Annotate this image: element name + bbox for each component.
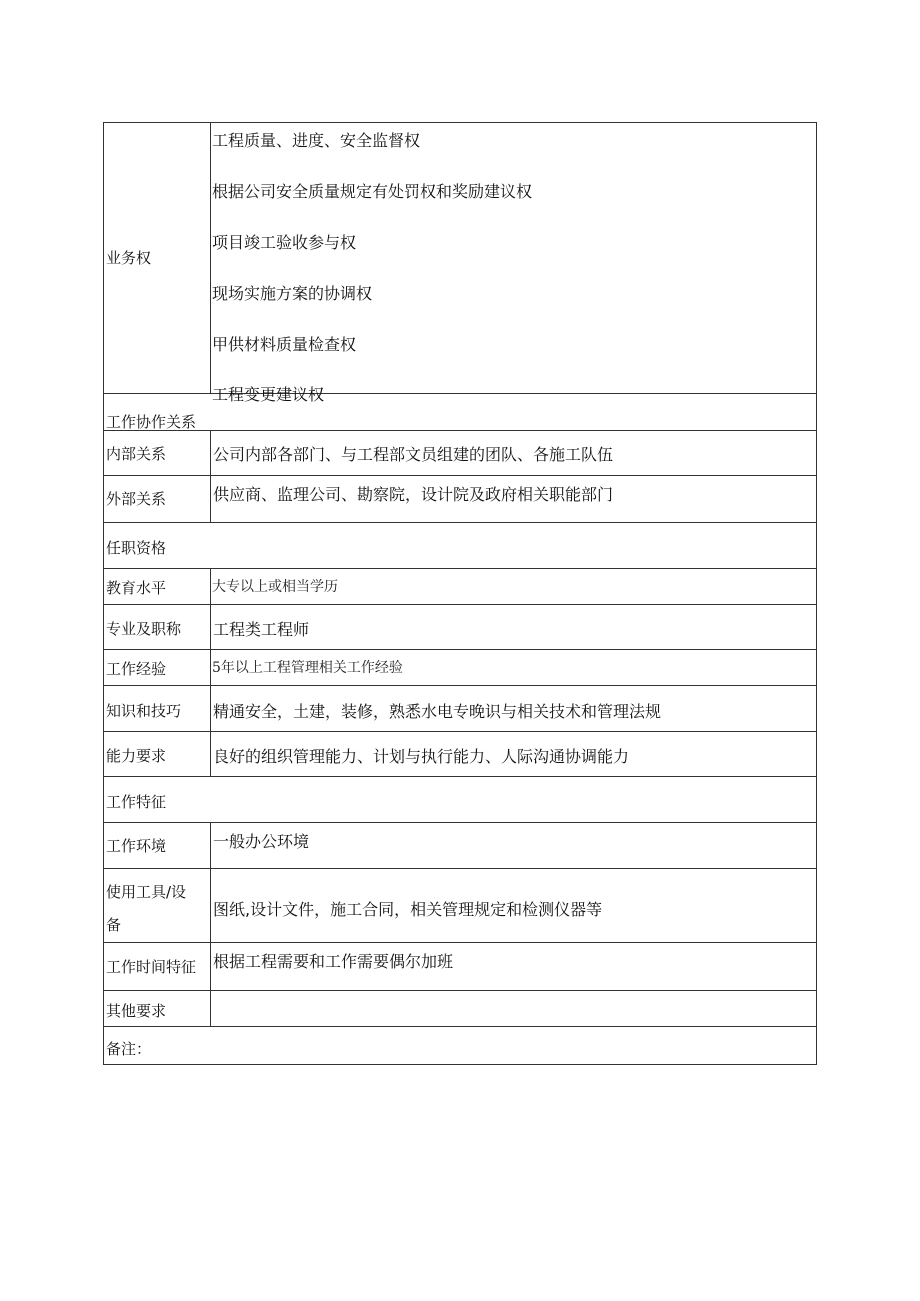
environment-label-cell	[104, 823, 211, 869]
qualifications-header-row	[104, 523, 817, 569]
rights-item: 工程变更建议权	[212, 385, 325, 404]
tools-value: 图纸,设计文件，施工合同，相关管理规定和检测仪器等	[213, 900, 603, 919]
ability-row	[104, 732, 817, 777]
work-relations-header-cell	[104, 394, 817, 431]
business-rights-label-cell	[104, 123, 211, 394]
experience-value: 5年以上工程管理相关工作经验	[212, 660, 403, 676]
work-relations-header: 工作协作关系	[106, 413, 197, 431]
experience-value-cell	[211, 650, 817, 686]
experience-row	[104, 650, 817, 686]
internal-relations-row	[104, 431, 817, 476]
internal-relations-label: 内部关系	[106, 445, 167, 463]
remarks-label: 备注：	[106, 1040, 152, 1058]
knowledge-label-cell	[104, 686, 211, 732]
external-relations-label-cell	[104, 476, 211, 523]
tools-label-cell	[104, 869, 211, 943]
other-requirements-label-cell	[104, 991, 211, 1027]
rights-item: 甲供材料质量检查权	[212, 335, 357, 354]
knowledge-row	[104, 686, 817, 732]
work-time-value: 根据工程需要和工作需要偶尔加班	[213, 952, 454, 971]
education-value-cell	[211, 569, 817, 605]
environment-value-cell	[211, 823, 817, 869]
ability-label-cell	[104, 732, 211, 777]
rights-item: 项目竣工验收参与权	[212, 233, 357, 252]
business-rights-label: 业务权	[106, 249, 152, 267]
ability-value-cell	[211, 732, 817, 777]
other-requirements-row	[104, 991, 817, 1027]
rights-item: 根据公司安全质量规定有处罚权和奖励建议权	[212, 182, 533, 201]
education-label-cell	[104, 569, 211, 605]
internal-relations-value: 公司内部各部门、与工程部文员组建的团队、各施工队伍	[213, 445, 614, 464]
work-time-label-cell	[104, 943, 211, 991]
major-title-label: 专业及职称	[106, 620, 182, 638]
tools-label-line2: 备	[106, 916, 122, 934]
tools-label-line1: 使用工具/设	[106, 883, 187, 901]
business-rights-value-cell	[211, 123, 817, 404]
external-relations-row	[104, 476, 817, 523]
knowledge-value: 精通安全，土建，装修，熟悉水电专晚识与相关技术和管理法规	[213, 702, 662, 721]
work-relations-header-row	[104, 394, 817, 431]
job-description-table	[103, 122, 817, 1065]
knowledge-value-cell	[211, 686, 817, 732]
environment-label: 工作环境	[106, 837, 167, 855]
ability-label: 能力要求	[106, 747, 167, 765]
education-label: 教育水平	[106, 579, 167, 597]
internal-relations-label-cell	[104, 431, 211, 476]
environment-row	[104, 823, 817, 869]
rights-item: 工程质量、进度、安全监督权	[212, 131, 421, 150]
work-time-row	[104, 943, 817, 991]
rights-item: 现场实施方案的协调权	[212, 284, 373, 303]
experience-label-cell	[104, 650, 211, 686]
education-value: 大专以上或相当学历	[212, 579, 338, 595]
major-title-value: 工程类工程师	[213, 620, 310, 639]
ability-value: 良好的组织管理能力、计划与执行能力、人际沟通协调能力	[213, 747, 630, 766]
environment-value: 一般办公环境	[213, 832, 310, 851]
other-requirements-label: 其他要求	[106, 1002, 167, 1020]
work-time-label: 工作时间特征	[106, 958, 197, 976]
internal-relations-value-cell	[211, 431, 817, 476]
experience-label: 工作经验	[106, 660, 167, 678]
external-relations-value: 供应商、监理公司、勘察院，设计院及政府相关职能部门	[213, 485, 614, 504]
other-requirements-value-cell	[211, 991, 817, 1027]
knowledge-label: 知识和技巧	[106, 702, 182, 720]
major-title-label-cell	[104, 605, 211, 650]
work-features-header: 工作特征	[106, 793, 167, 811]
external-relations-label: 外部关系	[106, 490, 167, 508]
education-row	[104, 569, 817, 605]
qualifications-header-cell	[104, 523, 817, 569]
work-time-value-cell	[211, 943, 817, 991]
major-title-value-cell	[211, 605, 817, 650]
tools-value-cell	[211, 869, 817, 943]
work-features-header-row	[104, 777, 817, 823]
external-relations-value-cell	[211, 476, 817, 523]
remarks-row	[104, 1027, 817, 1065]
work-features-header-cell	[104, 777, 817, 823]
business-rights-row	[104, 123, 817, 394]
remarks-cell	[104, 1027, 817, 1065]
tools-row	[104, 869, 817, 943]
qualifications-header: 任职资格	[106, 539, 167, 557]
major-title-row	[104, 605, 817, 650]
